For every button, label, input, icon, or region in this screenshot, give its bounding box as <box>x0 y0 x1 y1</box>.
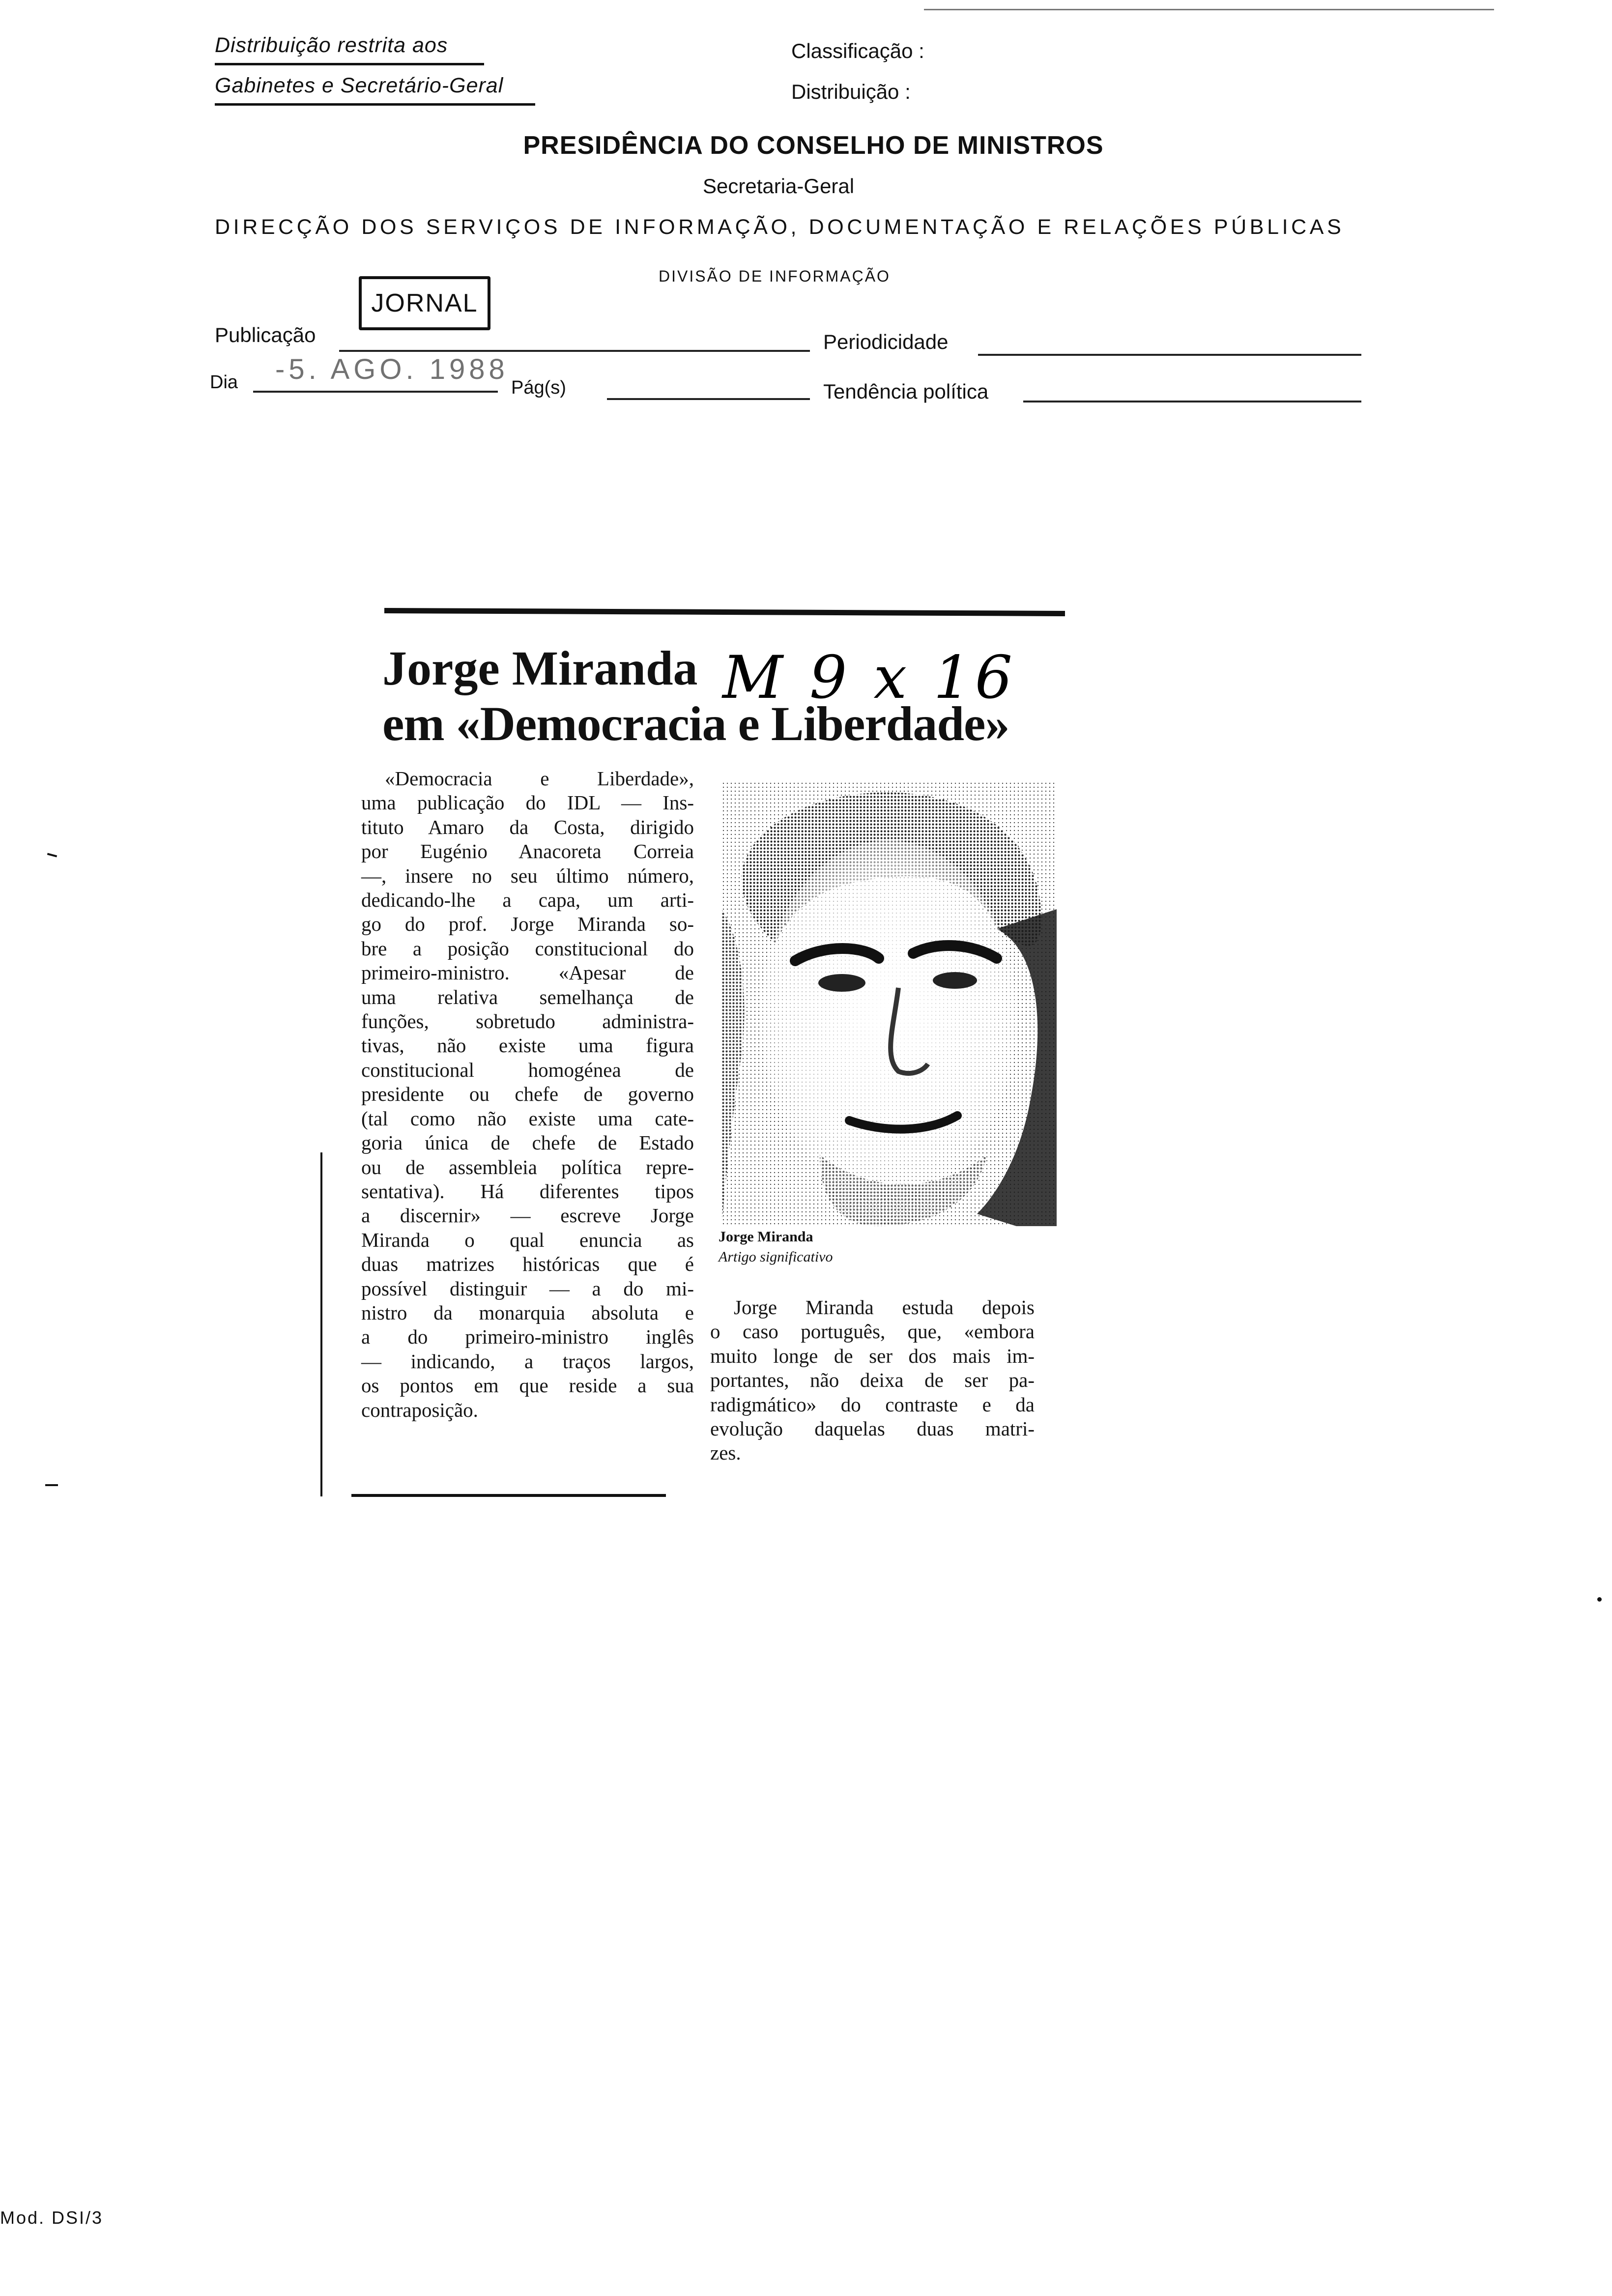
text-line: a do primeiro-ministro inglês <box>361 1325 694 1349</box>
top-edge-line <box>924 9 1494 10</box>
margin-bracket-line <box>320 1152 322 1496</box>
text-line: duas matrizes históricas que é <box>361 1253 694 1276</box>
publication-line <box>339 350 810 352</box>
article-left-column <box>361 767 694 1422</box>
distribution-label: Distribuição : <box>791 80 911 103</box>
text-line: Jorge Miranda estuda depois <box>734 1296 1035 1319</box>
scan-dot <box>1597 1597 1602 1602</box>
page-title: PRESIDÊNCIA DO CONSELHO DE MINISTROS <box>523 131 1104 160</box>
text-line: o caso português, que, «embora <box>710 1320 1035 1343</box>
text-line: funções, sobretudo administra- <box>361 1010 694 1033</box>
text-line: muito longe de ser dos mais im- <box>710 1344 1035 1367</box>
text-line: goria única de chefe de Estado <box>361 1131 694 1154</box>
underline-1 <box>215 63 484 65</box>
text-line: presidente ou chefe de governo <box>361 1083 694 1106</box>
text-line: os pontos em que reside a sua <box>361 1374 694 1397</box>
text-line: go do prof. Jorge Miranda so- <box>361 913 694 936</box>
text-line: evolução daquelas duas matri- <box>710 1417 1035 1440</box>
text-line: portantes, não deixa de ser pa- <box>710 1369 1035 1392</box>
pages-label: Pág(s) <box>511 377 566 398</box>
political-tendency-line <box>1023 401 1361 402</box>
scan-mark <box>47 853 57 857</box>
text-line: zes. <box>710 1441 741 1464</box>
clipping-bottom-rule <box>351 1494 666 1497</box>
text-line: possível distinguir — a do mi- <box>361 1277 694 1300</box>
text-line: uma relativa semelhança de <box>361 985 694 1008</box>
text-line: bre a posição constitucional do <box>361 937 694 960</box>
classification-label: Classificação : <box>791 39 924 62</box>
directorate-heading: DIRECÇÃO DOS SERVIÇOS DE INFORMAÇÃO, DOCUMENTAÇÃO E RELAÇÕES PÚBLICAS <box>215 215 1345 239</box>
headline-line1: Jorge Miranda <box>382 641 698 695</box>
article-right-column <box>710 1295 1035 1465</box>
pages-line <box>607 398 810 400</box>
text-line: dedicando-lhe a capa, um arti- <box>361 889 694 912</box>
publication-label: Publicação <box>215 323 316 346</box>
clipping-top-rule <box>384 608 1065 616</box>
text-line: nistro da monarquia absoluta e <box>361 1301 694 1324</box>
headline-line2: em «Democracia e Liberdade» <box>382 696 1009 751</box>
portrait-photo <box>721 781 1057 1226</box>
photo-caption-name: Jorge Miranda <box>719 1229 813 1245</box>
text-line: sentativa). Há diferentes tipos <box>361 1179 694 1203</box>
secretariat-subtitle: Secretaria-Geral <box>703 174 855 198</box>
text-line: Miranda o qual enuncia as <box>361 1228 694 1251</box>
text-line: (tal como não existe uma cate- <box>361 1107 694 1130</box>
text-line: ou de assembleia política repre- <box>361 1155 694 1178</box>
text-line: «Democracia e Liberdade», <box>385 767 694 790</box>
periodicity-label: Periodicidade <box>823 330 949 353</box>
photo-caption-subtitle: Artigo significativo <box>719 1249 833 1265</box>
text-line: tivas, não existe uma figura <box>361 1034 694 1057</box>
text-line: radigmático» do contraste e da <box>710 1393 1035 1416</box>
date-stamp: -5. AGO. 1988 <box>275 353 509 385</box>
restricted-distribution-line2: Gabinetes e Secretário-Geral <box>215 74 504 97</box>
text-line: primeiro-ministro. «Apesar de <box>361 961 694 984</box>
text-line: a discernir» — escreve Jorge <box>361 1204 694 1227</box>
periodicity-line <box>978 354 1361 356</box>
text-line: por Eugénio Anacoreta Correia <box>361 840 694 863</box>
division-heading: DIVISÃO DE INFORMAÇÃO <box>659 267 891 285</box>
underline-2 <box>215 103 535 106</box>
day-label: Dia <box>210 372 238 393</box>
handwritten-annotation: M 9 x 16 <box>722 644 1017 712</box>
restricted-distribution-line1: Distribuição restrita aos <box>215 33 448 57</box>
scan-mark <box>45 1484 58 1486</box>
text-line: constitucional homogénea de <box>361 1058 694 1081</box>
text-line: —, insere no seu último número, <box>361 864 694 887</box>
text-line: — indicando, a traços largos, <box>361 1349 694 1373</box>
text-line: contraposição. <box>361 1398 478 1421</box>
day-line <box>253 391 498 393</box>
text-line: uma publicação do IDL — Ins- <box>361 791 694 814</box>
political-tendency-label: Tendência política <box>823 380 989 403</box>
text-line: tituto Amaro da Costa, dirigido <box>361 815 694 838</box>
jornal-stamp: JORNAL <box>359 276 490 330</box>
form-code: Mod. DSI/3 <box>0 2208 104 2228</box>
